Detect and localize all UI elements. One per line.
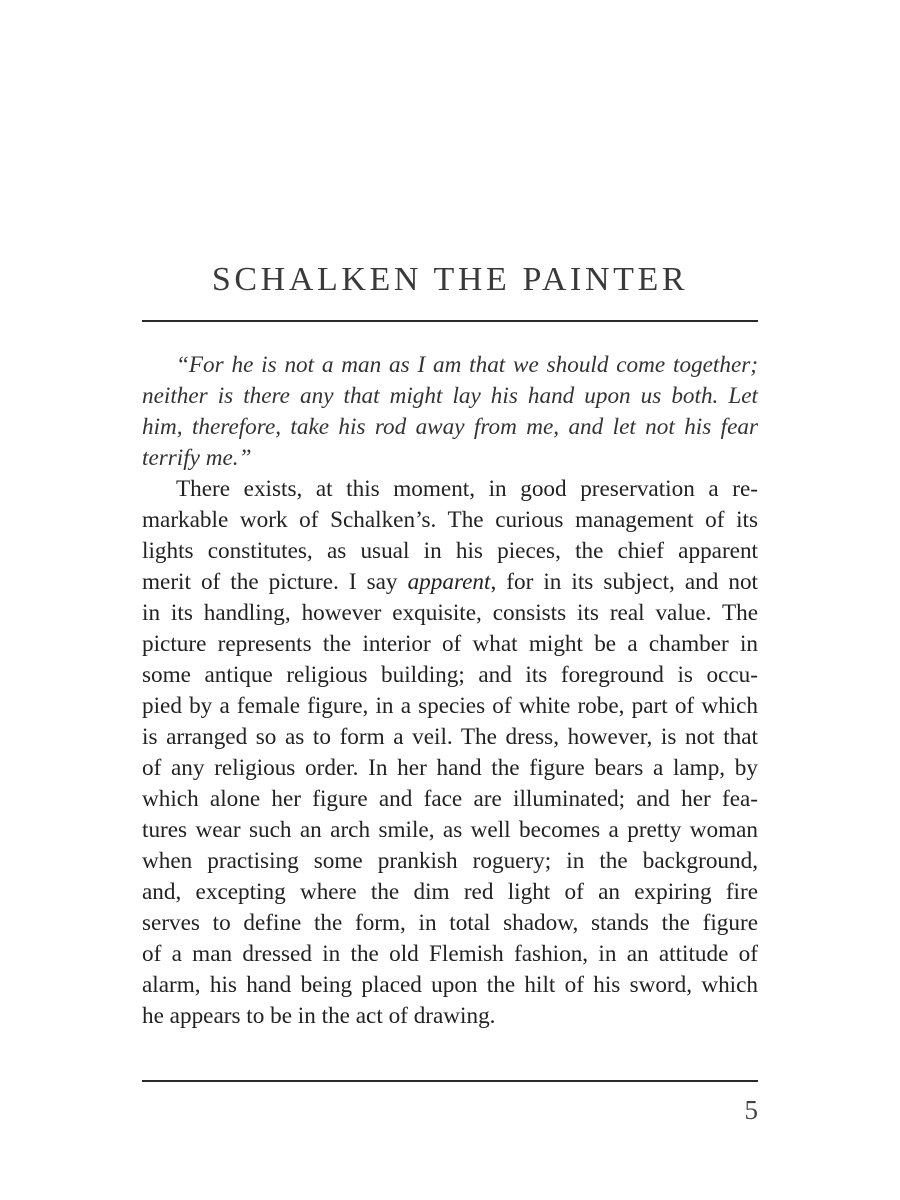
- paragraph-line: he appears to be in the act of drawing.: [142, 1003, 496, 1029]
- paragraph-line: tures wear such an arch smile, as well becomes a pretty woman: [142, 817, 758, 843]
- paragraph-line: in its handling, however exquisite, consists its real value. The: [142, 600, 758, 626]
- paragraph-line: alarm, his hand being placed upon the hilt of his sword, which: [142, 972, 758, 998]
- emphasis-text: apparent: [407, 569, 491, 595]
- page-title: SCHALKEN THE PAINTER: [211, 261, 689, 298]
- paragraph-line: some antique religious building; and its foreground is occu-: [142, 662, 758, 688]
- paragraph-line: markable work of Schalken’s. The curious management of its: [142, 507, 758, 533]
- epigraph-line: terrify me.”: [142, 445, 252, 471]
- paragraph-line: picture represents the interior of what might be a chamber in: [142, 631, 758, 657]
- paragraph-line-text: , for in its subject, and not: [490, 569, 758, 595]
- paragraph-line: of any religious order. In her hand the figure bears a lamp, by: [142, 755, 758, 781]
- epigraph-line: him, therefore, take his rod away from me, and let not his fear: [142, 414, 758, 440]
- header-rule: [142, 320, 758, 322]
- footer-rule: [142, 1080, 758, 1082]
- epigraph-line: neither is there any that might lay his hand upon us both. Let: [142, 383, 758, 409]
- body-text: [142, 350, 758, 1032]
- paragraph-line-text: merit of the picture. I say: [142, 569, 408, 595]
- epigraph: [142, 350, 758, 474]
- paragraph-line: [142, 567, 758, 598]
- body-paragraph: [142, 474, 758, 1032]
- paragraph-line: lights constitutes, as usual in his pieces, the chief apparent: [142, 538, 758, 564]
- paragraph-line: and, excepting where the dim red light of an expiring fire: [142, 879, 758, 905]
- paragraph-line: pied by a female figure, in a species of white robe, part of which: [142, 693, 758, 719]
- page-number: 5: [744, 1095, 758, 1125]
- paragraph-line: of a man dressed in the old Flemish fashion, in an attitude of: [142, 941, 758, 967]
- paragraph-line: serves to define the form, in total shadow, stands the figure: [142, 910, 758, 936]
- epigraph-line: “For he is not a man as I am that we should come together;: [176, 352, 758, 378]
- paragraph-line: which alone her figure and face are illuminated; and her fea-: [142, 786, 758, 812]
- paragraph-line: There exists, at this moment, in good preservation a re-: [176, 476, 758, 502]
- paragraph-line: when practising some prankish roguery; in the background,: [142, 848, 758, 874]
- paragraph-line: is arranged so as to form a veil. The dress, however, is not that: [142, 724, 758, 750]
